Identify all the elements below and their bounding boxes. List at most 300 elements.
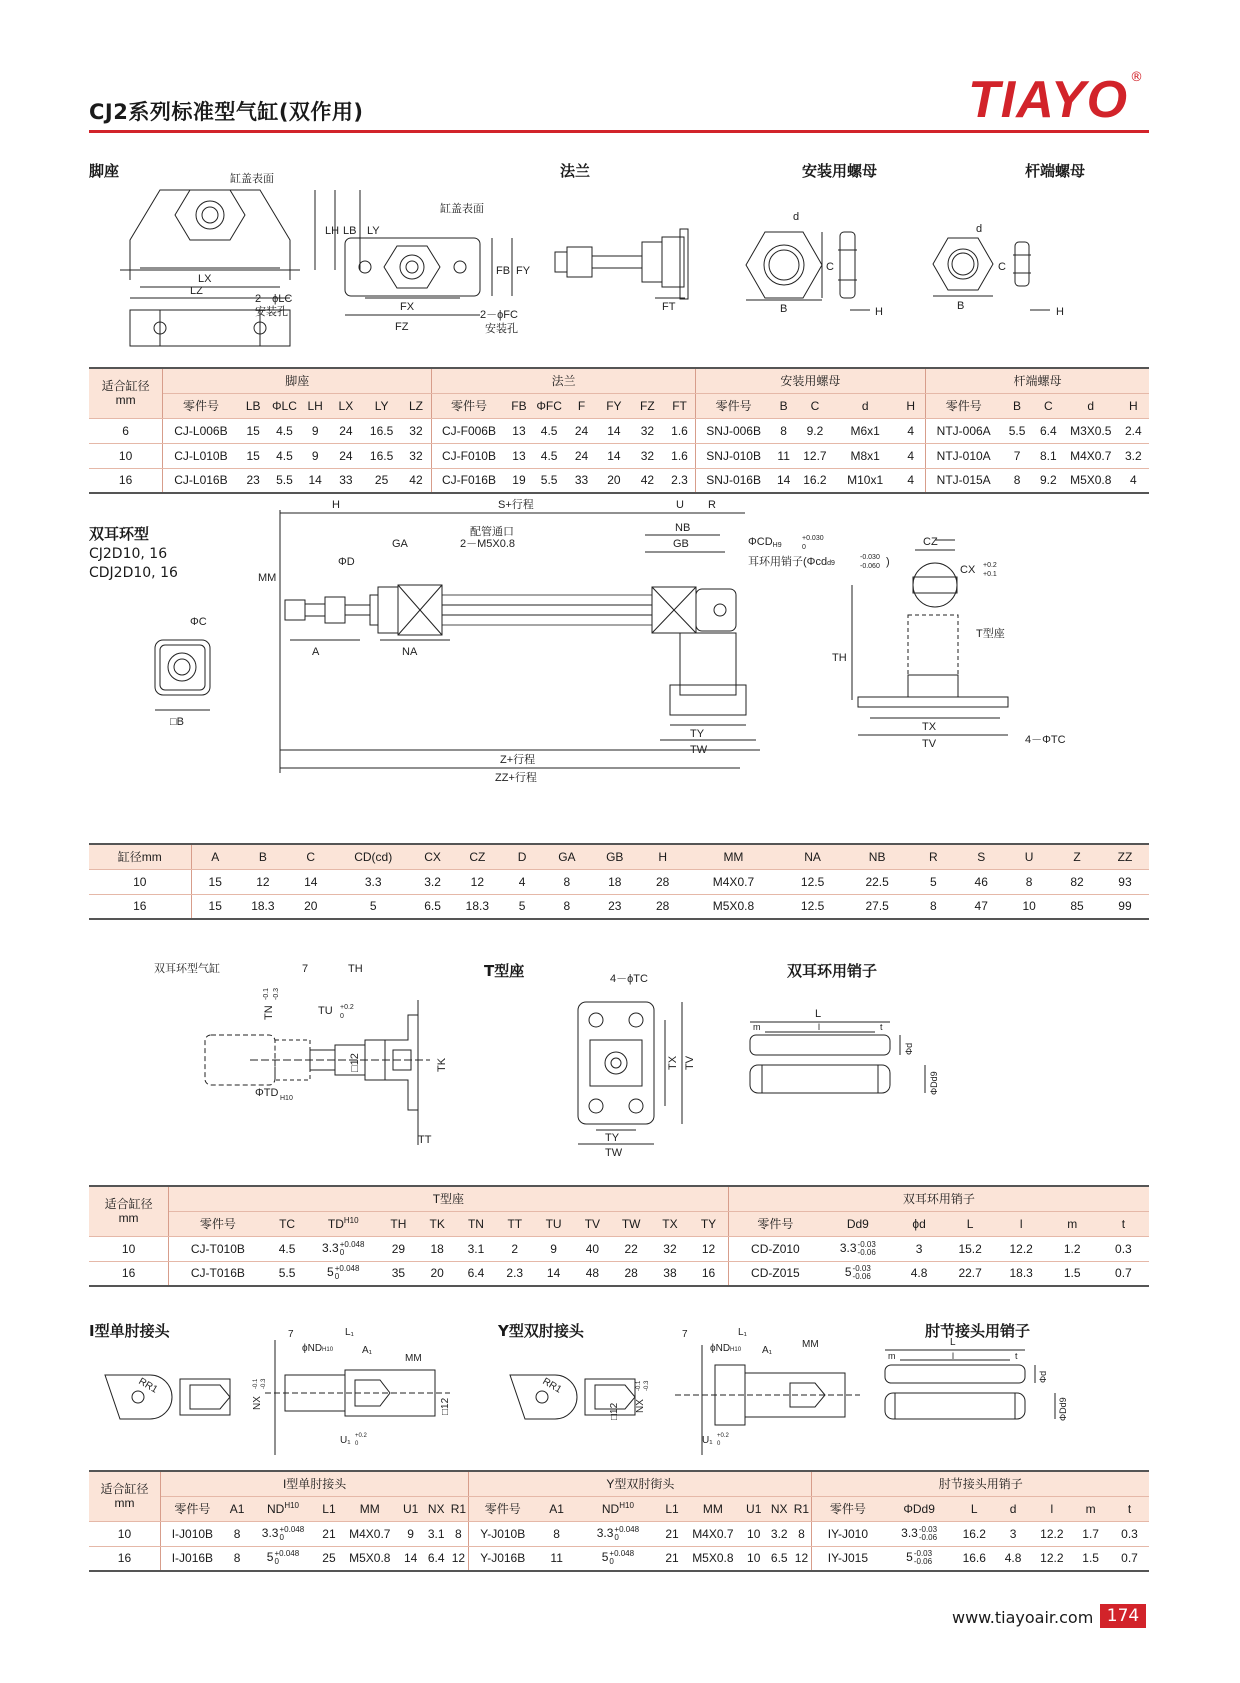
col-header: TX bbox=[651, 1211, 690, 1236]
table-cell-TT: 2 bbox=[495, 1236, 534, 1261]
table-cell: 32 bbox=[401, 418, 432, 443]
table-cell-TN: 6.4 bbox=[457, 1261, 496, 1286]
section-title-i-joint: I型单肘接头 bbox=[89, 1322, 170, 1340]
dim-i-L1: L₁ bbox=[345, 1327, 354, 1338]
dim-i-NX: NX bbox=[252, 1396, 263, 1410]
table-cell-t: 0.3 bbox=[1098, 1236, 1149, 1261]
label-clevis-cylinder: 双耳环型气缸 bbox=[154, 963, 220, 975]
table-cell: 5.5 bbox=[532, 468, 566, 493]
col-header: TU bbox=[534, 1211, 573, 1236]
table-cell: 4 bbox=[896, 418, 925, 443]
dim-CD-up: +0.030 bbox=[802, 535, 824, 542]
table-cell: 93 bbox=[1101, 869, 1149, 894]
col-header: A1 bbox=[224, 1496, 251, 1521]
dim-p-t: t bbox=[1015, 1351, 1018, 1361]
col-header: t bbox=[1110, 1496, 1149, 1521]
dim-R: R bbox=[708, 499, 716, 511]
table-cell: 10 bbox=[1005, 894, 1053, 919]
col-header: B bbox=[1001, 393, 1032, 418]
table-cell-y_part: Y-J016B bbox=[469, 1546, 536, 1571]
table-cell-i-ND-tolerance bbox=[274, 1550, 299, 1566]
col-header: l bbox=[1032, 1496, 1071, 1521]
table-cell-p-Dd9-tol-low: -0.06 bbox=[913, 1557, 933, 1567]
col-header: LZ bbox=[401, 393, 432, 418]
table-cell: 13 bbox=[506, 418, 533, 443]
table-cell-TY: 12 bbox=[689, 1236, 728, 1261]
dim-pin-m: m bbox=[753, 1022, 761, 1032]
table-cell-part: CJ-T016B bbox=[169, 1261, 267, 1286]
table-cell: 20 bbox=[287, 894, 335, 919]
table-cell-Dd9-tol-low: -0.06 bbox=[852, 1272, 871, 1282]
table-cell-Dd9-tol-low: -0.06 bbox=[857, 1247, 876, 1257]
col-header: l bbox=[996, 1211, 1047, 1236]
dim-TX: TX bbox=[922, 721, 937, 733]
col-header: H bbox=[1118, 393, 1149, 418]
section4-drawings bbox=[90, 1325, 1160, 1465]
table-row bbox=[89, 869, 1149, 894]
dim-y-U1: U₁ bbox=[702, 1435, 713, 1446]
table-cell-y_L1: 21 bbox=[659, 1521, 686, 1546]
section-title-clevis: 双耳环型 bbox=[89, 525, 150, 543]
col-header: d bbox=[994, 1496, 1033, 1521]
table-cell: M3X0.5 bbox=[1064, 418, 1118, 443]
table-cell-y-ND-value: 5 bbox=[601, 1550, 609, 1565]
col-header: d bbox=[1064, 393, 1118, 418]
dim-CX: CX bbox=[960, 564, 976, 576]
dim-i-NX-low: -0.3 bbox=[261, 1378, 267, 1389]
table-cell: 23 bbox=[591, 894, 639, 919]
table-cell-TD-value: 5 bbox=[327, 1265, 334, 1280]
table-cell: 13 bbox=[506, 443, 533, 468]
col-header: FT bbox=[664, 393, 695, 418]
table-cell-l: 18.3 bbox=[996, 1261, 1047, 1286]
label-nut-C: C bbox=[826, 261, 834, 273]
svg-text:ϕNDH10 bbox=[710, 1343, 742, 1354]
col-header: d bbox=[834, 393, 897, 418]
col-header: L bbox=[955, 1496, 994, 1521]
svg-text:ϕNDH10 bbox=[302, 1343, 334, 1354]
col-header: MM bbox=[685, 1496, 740, 1521]
col-header: CD(cd) bbox=[335, 844, 412, 869]
table-cell-p_part: IY-J015 bbox=[812, 1546, 883, 1571]
table-cell: 16 bbox=[89, 894, 191, 919]
col-header: Z bbox=[1053, 844, 1101, 869]
table-cell: 12.5 bbox=[780, 894, 845, 919]
rod-nut-drawing bbox=[933, 238, 1050, 310]
table-cell: 12 bbox=[239, 869, 287, 894]
dim-y-ND-tol: H10 bbox=[730, 1347, 742, 1353]
col-header: ZZ bbox=[1101, 844, 1149, 869]
table-cell: 22.5 bbox=[845, 869, 910, 894]
table-cell: 82 bbox=[1053, 869, 1101, 894]
table-cell-i-ND bbox=[250, 1521, 315, 1546]
table-cell-p_m: 1.7 bbox=[1071, 1521, 1110, 1546]
col-header: TC bbox=[267, 1211, 308, 1236]
foot-mount-drawing bbox=[120, 190, 360, 346]
col-header: A bbox=[191, 844, 239, 869]
dim-twelve: □12 bbox=[349, 1053, 361, 1072]
table-cell-TD-tol-up: +0.048 bbox=[334, 1264, 360, 1274]
table-cell-p_part: IY-J010 bbox=[812, 1521, 883, 1546]
table-row bbox=[89, 894, 1149, 919]
table-cell-y_A1: 8 bbox=[536, 1521, 577, 1546]
table-cell-p_m: 1.5 bbox=[1071, 1546, 1110, 1571]
table-cell-i_NX: 6.4 bbox=[424, 1546, 449, 1571]
table-cell: M8x1 bbox=[834, 443, 897, 468]
dim-TD-tol: H10 bbox=[280, 1095, 293, 1102]
dim-i-U1-up: +0.2 bbox=[355, 1433, 367, 1439]
section1-drawings bbox=[80, 170, 1160, 360]
table-cell-y_MM: M4X0.7 bbox=[685, 1521, 740, 1546]
table-cell-m: 1.2 bbox=[1047, 1236, 1098, 1261]
dim-U: U bbox=[676, 499, 684, 511]
dim-y-twelve: □12 bbox=[609, 1402, 620, 1420]
table-cell-p_L: 16.2 bbox=[955, 1521, 994, 1546]
table-cell: 2.3 bbox=[664, 468, 695, 493]
table-cell: 6.4 bbox=[1033, 418, 1064, 443]
table-cell: 4 bbox=[1118, 468, 1149, 493]
table-cell-i_U1: 14 bbox=[397, 1546, 424, 1571]
table-cell-i-ND-tol-low: 0 bbox=[279, 1532, 284, 1542]
table-cell: 7 bbox=[1001, 443, 1032, 468]
label-rodnut-d: d bbox=[976, 223, 983, 235]
model-2: CDJ2D10, 16 bbox=[89, 565, 178, 581]
table-cell-y_NX: 6.5 bbox=[767, 1546, 792, 1571]
dim-i-ND-tol: H10 bbox=[322, 1347, 334, 1353]
dim-p-m: m bbox=[888, 1351, 896, 1361]
footer-url[interactable]: www.tiayoair.com bbox=[952, 1608, 1094, 1627]
section-title-nut: 安装用螺母 bbox=[802, 162, 878, 180]
table-cell-Dd9-value: 3.3 bbox=[839, 1240, 857, 1255]
dim-y-MM: MM bbox=[802, 1339, 819, 1350]
col-header: F bbox=[566, 393, 597, 418]
col-header: 零件号 bbox=[169, 1211, 267, 1236]
dim-CX-up: +0.2 bbox=[983, 562, 997, 569]
col-header: CX bbox=[412, 844, 454, 869]
table-cell-bore: 16 bbox=[89, 1546, 160, 1571]
col-header: 零件号 bbox=[925, 393, 1001, 418]
label-T-seat: T型座 bbox=[976, 628, 1005, 640]
table-cell-y_A1: 11 bbox=[536, 1546, 577, 1571]
table-cell: 25 bbox=[363, 468, 401, 493]
table-cell: 32 bbox=[631, 418, 665, 443]
dim-TV: TV bbox=[922, 738, 937, 750]
table-cell: NTJ-006A bbox=[925, 418, 1001, 443]
dim-t-TV: TV bbox=[684, 1055, 696, 1070]
dim-y-ND: ϕND bbox=[710, 1343, 731, 1354]
table-cell-Dd9-tol-up: -0.03 bbox=[852, 1264, 871, 1274]
dim-TN: TN bbox=[263, 1005, 275, 1020]
table-cell: 24 bbox=[329, 418, 363, 443]
dim-A: A bbox=[312, 646, 320, 658]
col-header: $ND^{H10}$ bbox=[577, 1496, 659, 1521]
table-cell: 8 bbox=[771, 418, 796, 443]
dim-i-U1-low: 0 bbox=[355, 1441, 359, 1447]
table-cell: 11 bbox=[771, 443, 796, 468]
col-bore: 适合缸径 mm bbox=[89, 1471, 160, 1521]
table-cell: 8 bbox=[1001, 468, 1032, 493]
table-cell-y_part: Y-J010B bbox=[469, 1521, 536, 1546]
col-header: LX bbox=[329, 393, 363, 418]
label-cover-surface: 缸盖表面 bbox=[230, 173, 274, 185]
table-cell-TU: 9 bbox=[534, 1236, 573, 1261]
header-rule bbox=[89, 130, 1149, 133]
dim-ZZ: ZZ+行程 bbox=[495, 772, 537, 784]
col-header: MM bbox=[342, 1496, 397, 1521]
table-cell: 4.5 bbox=[268, 418, 302, 443]
dim-TU-low: 0 bbox=[340, 1013, 344, 1020]
table-cell: 4.5 bbox=[268, 443, 302, 468]
table-cell-i-ND-tol-up: +0.048 bbox=[274, 1549, 300, 1559]
table-cell: 4 bbox=[896, 468, 925, 493]
label-LZ: LZ bbox=[190, 285, 203, 297]
table-cell: 33 bbox=[329, 468, 363, 493]
table-cell: 14 bbox=[597, 443, 631, 468]
table-cell-p-Dd9 bbox=[883, 1546, 954, 1571]
table-cell-d: 3 bbox=[894, 1236, 945, 1261]
model-1: CJ2D10, 16 bbox=[89, 546, 168, 562]
label-FX: FX bbox=[400, 301, 415, 313]
dim-GA: GA bbox=[392, 538, 408, 550]
table-cell: 6.5 bbox=[412, 894, 454, 919]
label-FB: FB bbox=[496, 265, 511, 277]
table-cell: 3.3 bbox=[335, 869, 412, 894]
table-cell: M5X0.8 bbox=[1064, 468, 1118, 493]
dim-i-NX-up: -0.1 bbox=[253, 1378, 259, 1389]
table-cell-i_U1: 9 bbox=[397, 1521, 424, 1546]
table-cell-bore: 16 bbox=[89, 1261, 169, 1286]
col-header: 零件号 bbox=[469, 1496, 536, 1521]
table-cell-d: 4.8 bbox=[894, 1261, 945, 1286]
dim-TN-up: -0.1 bbox=[263, 987, 270, 1000]
table-cell: 14 bbox=[771, 468, 796, 493]
dim-i-A1: A₁ bbox=[362, 1345, 373, 1356]
col-header: GB bbox=[591, 844, 639, 869]
dim-y-seven: 7 bbox=[682, 1329, 688, 1340]
table-cell-y_U1: 10 bbox=[740, 1521, 767, 1546]
table-cell-pin: CD-Z010 bbox=[728, 1236, 822, 1261]
table-cell-p-Dd9-tol-up: -0.03 bbox=[918, 1524, 938, 1534]
dim-TU: TU bbox=[318, 1005, 333, 1017]
table-cell: 85 bbox=[1053, 894, 1101, 919]
table-cell-m: 1.5 bbox=[1047, 1261, 1098, 1286]
table-cell-p-Dd9-tolerance bbox=[919, 1526, 937, 1542]
section-title-foot: 脚座 bbox=[89, 162, 120, 180]
table-cell: 15 bbox=[239, 418, 268, 443]
group-flange: 法兰 bbox=[432, 368, 696, 393]
table-cell: 20 bbox=[597, 468, 631, 493]
section-title-clevis-pin: 双耳环用销子 bbox=[787, 962, 878, 980]
label-FT: FT bbox=[662, 301, 676, 313]
label-nut-B: B bbox=[780, 303, 788, 315]
table-cell: 27.5 bbox=[845, 894, 910, 919]
table-cell: 1.6 bbox=[664, 443, 695, 468]
table-cell: M10x1 bbox=[834, 468, 897, 493]
col-header: CZ bbox=[453, 844, 501, 869]
col-header: B bbox=[239, 844, 287, 869]
col-header: LB bbox=[239, 393, 268, 418]
dim-CD-low: 0 bbox=[802, 544, 806, 551]
table-cell: 32 bbox=[631, 443, 665, 468]
table-cell-TD-tol-low: 0 bbox=[339, 1247, 345, 1257]
table-cell: 99 bbox=[1101, 894, 1149, 919]
col-header: FB bbox=[506, 393, 533, 418]
col-header: FZ bbox=[631, 393, 665, 418]
table-cell-Dd9-tolerance bbox=[858, 1241, 876, 1257]
table-cell-TY: 16 bbox=[689, 1261, 728, 1286]
table-cell-p_d: 3 bbox=[994, 1521, 1033, 1546]
table-cell: 3.2 bbox=[1118, 443, 1149, 468]
table-cell-i_R1: 8 bbox=[448, 1521, 468, 1546]
dim-p-Dd9: ΦDd9 bbox=[1058, 1397, 1068, 1421]
table-cell-y-ND-tol-low: 0 bbox=[609, 1557, 614, 1567]
table-cell: CJ-L006B bbox=[163, 418, 239, 443]
table-cell-TD bbox=[308, 1236, 379, 1261]
table-cell-p_t: 0.3 bbox=[1110, 1521, 1149, 1546]
table-cell: 14 bbox=[301, 468, 329, 493]
dim-TH: TH bbox=[348, 963, 363, 975]
table-cell-TU: 14 bbox=[534, 1261, 573, 1286]
col-header: ΦLC bbox=[268, 393, 302, 418]
table-cell-i_A1: 8 bbox=[224, 1546, 251, 1571]
label-rodnut-H: H bbox=[1056, 306, 1064, 318]
table-cell: 15 bbox=[191, 894, 239, 919]
table-cell-p_l: 12.2 bbox=[1032, 1546, 1071, 1571]
dim-p-l: l bbox=[952, 1351, 954, 1361]
col-header: Dd9 bbox=[822, 1211, 893, 1236]
col-header: 缸径mm bbox=[89, 844, 191, 869]
table-cell-Dd9-tol-up: -0.03 bbox=[857, 1239, 876, 1249]
dim-TU-up: +0.2 bbox=[340, 1004, 354, 1011]
table-cell: 2.4 bbox=[1118, 418, 1149, 443]
table-cell-y_R1: 12 bbox=[791, 1546, 811, 1571]
table-cell-p_l: 12.2 bbox=[1032, 1521, 1071, 1546]
svg-text:ΦCDH9 bbox=[748, 536, 782, 549]
table-cell: 28 bbox=[639, 869, 687, 894]
table-cell-TD-tol-up: +0.048 bbox=[339, 1239, 365, 1249]
table-cell: 23 bbox=[239, 468, 268, 493]
table-cell: 8 bbox=[543, 894, 591, 919]
table-cell-TX: 38 bbox=[651, 1261, 690, 1286]
col-header: L1 bbox=[659, 1496, 686, 1521]
col-header: $TD^{H10}$ bbox=[308, 1211, 379, 1236]
col-header: $ND^{H10}$ bbox=[250, 1496, 315, 1521]
table-cell: 10 bbox=[89, 869, 191, 894]
table-cell-TH: 35 bbox=[379, 1261, 418, 1286]
table-cell-TD-value: 3.3 bbox=[322, 1240, 339, 1255]
section-title-rod-nut: 杆端螺母 bbox=[1025, 162, 1086, 180]
col-header: H bbox=[639, 844, 687, 869]
col-header: C bbox=[796, 393, 834, 418]
label-flange-cover-surface: 缸盖表面 bbox=[440, 203, 484, 215]
table-cell-TK: 20 bbox=[418, 1261, 457, 1286]
col-header: A1 bbox=[536, 1496, 577, 1521]
table-cell-i_L1: 21 bbox=[316, 1521, 343, 1546]
dim-Z: Z+行程 bbox=[500, 754, 536, 766]
table-cell-TD-tolerance bbox=[335, 1265, 360, 1281]
label-rodnut-C: C bbox=[998, 261, 1006, 273]
dim-pin-phid: Φd bbox=[904, 1042, 914, 1055]
dim-p-phid: Φd bbox=[1038, 1370, 1048, 1383]
col-header: U bbox=[1005, 844, 1053, 869]
col-header: NA bbox=[780, 844, 845, 869]
table-cell-i-ND-tolerance bbox=[279, 1526, 304, 1542]
page-title: CJ2系列标准型气缸(双作用) bbox=[89, 100, 364, 124]
table-cell: CJ-F010B bbox=[432, 443, 506, 468]
table-cell-y-ND-tol-low: 0 bbox=[614, 1532, 619, 1542]
table-cell-L: 15.2 bbox=[945, 1236, 996, 1261]
label-pin-up: -0.030 bbox=[860, 554, 880, 561]
col-header: 零件号 bbox=[812, 1496, 883, 1521]
dim-pin-l: l bbox=[818, 1022, 820, 1032]
dim-TC: 4－ΦTC bbox=[1025, 734, 1066, 746]
table-cell: 10 bbox=[89, 443, 163, 468]
table-cell-p-Dd9-tol-low: -0.06 bbox=[918, 1532, 938, 1542]
dim-NB: NB bbox=[675, 522, 691, 534]
nd-tolerance-class: H10 bbox=[284, 1501, 300, 1510]
table-cell: 42 bbox=[631, 468, 665, 493]
dim-phiC: ΦC bbox=[190, 616, 207, 628]
dim-phiD: ΦD bbox=[338, 556, 355, 568]
table-cell: M5X0.8 bbox=[687, 894, 781, 919]
section-title-flange: 法兰 bbox=[560, 162, 591, 180]
col-header: TV bbox=[573, 1211, 612, 1236]
col-header: ΦFC bbox=[532, 393, 566, 418]
col-header: D bbox=[501, 844, 543, 869]
dim-H: H bbox=[332, 499, 340, 511]
label-port: 配管通口 bbox=[470, 526, 514, 538]
label-pin-tol: d9 bbox=[827, 560, 835, 567]
table-cell: 5 bbox=[501, 894, 543, 919]
label-FC: 2－ϕFC bbox=[480, 309, 518, 321]
table-cell-i_NX: 3.1 bbox=[424, 1521, 449, 1546]
table-clevis-dimensions bbox=[89, 843, 1149, 920]
col-header: 零件号 bbox=[432, 393, 506, 418]
dim-TY: TY bbox=[690, 728, 705, 740]
table-cell: M4X0.7 bbox=[1064, 443, 1118, 468]
col-header: LY bbox=[363, 393, 401, 418]
table-cell-p-Dd9-value: 3.3 bbox=[901, 1525, 918, 1540]
table-cell: 16 bbox=[89, 468, 163, 493]
table-cell-i_L1: 25 bbox=[316, 1546, 343, 1571]
table-cell-p-Dd9-tol-up: -0.03 bbox=[913, 1549, 933, 1559]
table-cell: 16.5 bbox=[363, 443, 401, 468]
table-cell: 3.2 bbox=[412, 869, 454, 894]
table-cell-y_L1: 21 bbox=[659, 1546, 686, 1571]
table-cell: SNJ-006B bbox=[695, 418, 771, 443]
table-cell: 46 bbox=[957, 869, 1005, 894]
label-pin-low: -0.060 bbox=[860, 563, 880, 570]
table-cell-p-Dd9 bbox=[883, 1521, 954, 1546]
col-header: TH bbox=[379, 1211, 418, 1236]
dim-i-twelve: □12 bbox=[440, 1397, 451, 1415]
table-cell: 1.6 bbox=[664, 418, 695, 443]
table-cell-p-Dd9-value: 5 bbox=[906, 1550, 913, 1565]
label-FY: FY bbox=[516, 265, 531, 277]
table-joints-pin bbox=[89, 1470, 1149, 1572]
dim-i-ND: ϕND bbox=[302, 1343, 323, 1354]
table-cell-part: CJ-T010B bbox=[169, 1236, 267, 1261]
dim-i-U1: U₁ bbox=[340, 1435, 351, 1446]
svg-text:耳环用销子(Φcdd9 bbox=[748, 554, 835, 568]
table-cell: 5.5 bbox=[1001, 418, 1032, 443]
table-cell-i_MM: M5X0.8 bbox=[342, 1546, 397, 1571]
col-header: B bbox=[771, 393, 796, 418]
dim-t-TW: TW bbox=[605, 1147, 623, 1159]
table-cell-p_d: 4.8 bbox=[994, 1546, 1033, 1571]
table-cell: 16.5 bbox=[363, 418, 401, 443]
col-header: L bbox=[945, 1211, 996, 1236]
